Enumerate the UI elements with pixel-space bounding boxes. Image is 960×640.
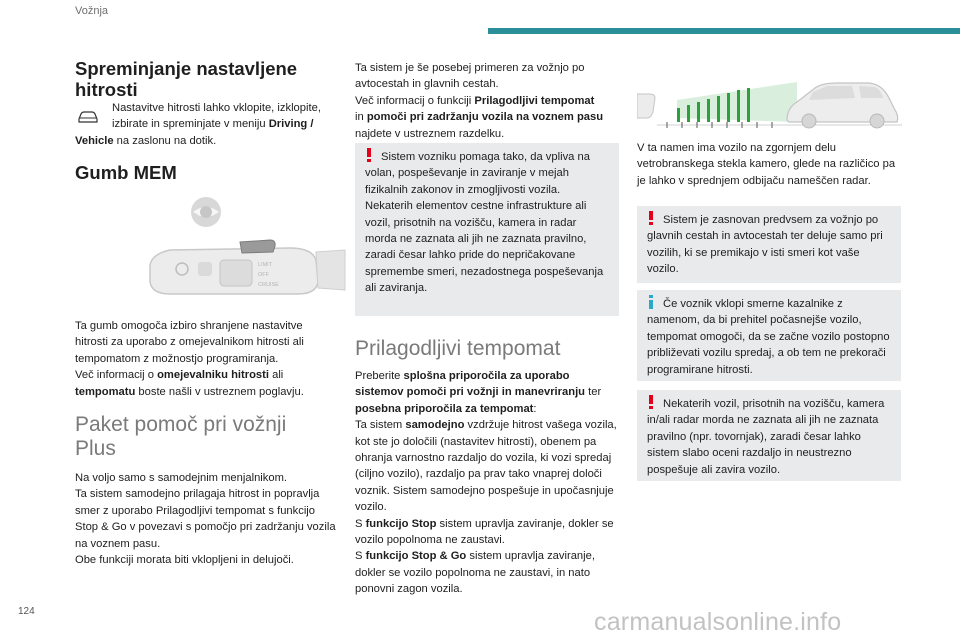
intro-text-2c: in <box>355 111 367 124</box>
heading-tempomat: Prilagodljivi tempomat <box>355 337 561 360</box>
intro-paragraph <box>355 60 617 142</box>
illustration-label: LIMIT <box>258 262 273 268</box>
warning-2-text: Sistem je zasnovan predvsem za vožnjo po glavnih cestah in avtocestah ter deluje samo pri vozilih, ki se premikajo v isti smeri kot vaše vozilo. <box>647 214 883 276</box>
illustration-label: OFF <box>258 272 269 278</box>
heading-speed: Spreminjanje nastavljene hitrosti <box>75 58 298 100</box>
info-icon <box>647 295 655 309</box>
warning-box-2 <box>637 206 901 283</box>
t2-c: vzdržuje hitrost vašega vozila, kot ste jo določili (nastavitev hitrosti), obenem pa ohranja varnostno razdaljo do vozila, ki vozi spredaj (ciljno vozilo), razdaljo pa prav tako vnaprej določi voznik. Sistem samodejno pospešuje in upočasnjuje vozilo. <box>355 419 617 514</box>
mem-text-2a: Več informacij o <box>75 369 158 382</box>
t3-b: funkcijo Stop <box>365 517 437 530</box>
warning-box-3 <box>637 390 901 481</box>
t1-d: posebna priporočila za tempomat <box>355 402 534 415</box>
speed-menu-2: Vehicle <box>75 134 114 147</box>
page-number: 124 <box>18 606 35 617</box>
speed-paragraph <box>75 100 337 149</box>
t3-a: S <box>355 517 366 530</box>
warning-3-text: Nekaterih vozil, prisotnih na vozišču, kamera in/ali radar morda ne zaznata ali jih ne zaznata pravilno (npr. tovornjak), zaradi česar lahko sistem slabo oceni razdaljo in neustrezno pospešuje ali zavira vozilo. <box>647 398 885 476</box>
speed-text-1: Nastavitve hitrosti lahko vklopite, izklopite, <box>112 102 321 114</box>
car-icon <box>77 110 99 124</box>
intro-text-2e: najdete v ustreznem razdelku. <box>355 127 505 140</box>
warning-box-1 <box>355 143 619 316</box>
heading-mem: Gumb MEM <box>75 162 177 183</box>
header-accent-bar <box>488 28 960 34</box>
intro-text-1: Ta sistem je še posebej primeren za vožnjo po avtocestah in glavnih cestah. <box>355 62 585 91</box>
speed-text-3: na zaslonu na dotik. <box>113 134 217 147</box>
speed-menu-1: Driving / <box>268 118 314 131</box>
warning-1-text: Sistem vozniku pomaga tako, da vpliva na volan, pospeševanje in zaviranje v mejah fizikalnih zakonov in zmogljivosti vozila. Nekaterih elementov cestne infrastrukture ali vozil, prisotnih na vozišču, kamera in radar morda ne zaznata ali jih ne zaznata pravilno, zaradi česar lahko pride do nepričakovane spremembe smeri, nezadostnega pospeševanja ali zaviranja. <box>365 151 604 295</box>
mem-text-2e: boste našli v ustreznem poglavju. <box>135 385 304 398</box>
paket-paragraph: Na voljo samo s samodejnim menjalnikom. Ta sistem samodejno prilagaja hitrost in popravlja smer z uporabo Prilagodljivi tempomat s funkcijo Stop & Go v povezavi s pomočjo pri zadržanju vozila na voznem pasu. Obe funkciji morata biti vklopljeni in delujoči. <box>75 472 336 567</box>
mem-text-2b: omejevalniku hitrosti <box>157 369 269 382</box>
heading-paket: Paket pomoč pri vožnji Plus <box>75 413 287 460</box>
t1-b: splošna priporočila za uporabo sistemov pomoči pri vožnji in manevriranju <box>355 370 586 399</box>
mem-paragraph <box>75 318 337 400</box>
mem-text-2c: ali <box>268 369 284 382</box>
intro-text-2a: Več informacij o funkciji <box>355 94 475 107</box>
t2-a: Ta sistem <box>355 419 406 432</box>
info-box <box>637 290 901 381</box>
intro-text-2d: pomoči pri zadržanju vozila na voznem pasu <box>366 111 604 124</box>
radar-car-illustration <box>637 78 902 130</box>
info-text: Če voznik vklopi smerne kazalnike z namenom, da bi prehitel počasnejše vozilo, tempomat omogoči, da se začne vozilo postopno približevati vozilu spredaj, a ob tem ne prekorači programirane hitrosti. <box>647 298 890 376</box>
mem-text-2d: tempomatu <box>75 385 136 398</box>
t4-b: funkcijo Stop & Go <box>365 550 467 563</box>
t4-c: sistem upravlja zaviranje, dokler se vozilo popolnoma ne zaustavi, in nato ponovni zagon vozila. <box>355 550 595 596</box>
watermark: carmanualsonline.info <box>594 608 842 636</box>
tempomat-paragraph <box>355 368 620 598</box>
header-section: Vožnja <box>75 5 109 17</box>
mem-text-1: Ta gumb omogoča izbiro shranjene nastavitve hitrosti za uporabo z omejevalnikom hitrosti ali tempomatom z možnostjo programiranja. <box>75 320 304 365</box>
t3-c: sistem upravlja zaviranje, dokler se vozilo popolnoma ne zaustavi. <box>355 517 614 547</box>
t1-a: Preberite <box>355 370 404 382</box>
col3-paragraph-1: V ta namen ima vozilo na zgornjem delu vetrobranskega stekla kamero, glede na različico pa je lahko v sprednjem odbijaču nameščen radar. <box>637 142 896 187</box>
t4-a: S <box>355 550 366 563</box>
illustration-label: CRUISE <box>258 282 279 288</box>
warning-icon <box>647 395 655 409</box>
t1-e: : <box>533 402 537 415</box>
warning-icon <box>365 148 373 162</box>
warning-icon <box>647 211 655 225</box>
intro-text-2b: Prilagodljivi tempomat <box>474 94 595 107</box>
mem-button-illustration <box>140 190 350 305</box>
speed-text-2: izbirate in spreminjate v meniju <box>112 118 269 131</box>
t1-c: ter <box>585 386 602 399</box>
t2-b: samodejno <box>405 419 465 432</box>
